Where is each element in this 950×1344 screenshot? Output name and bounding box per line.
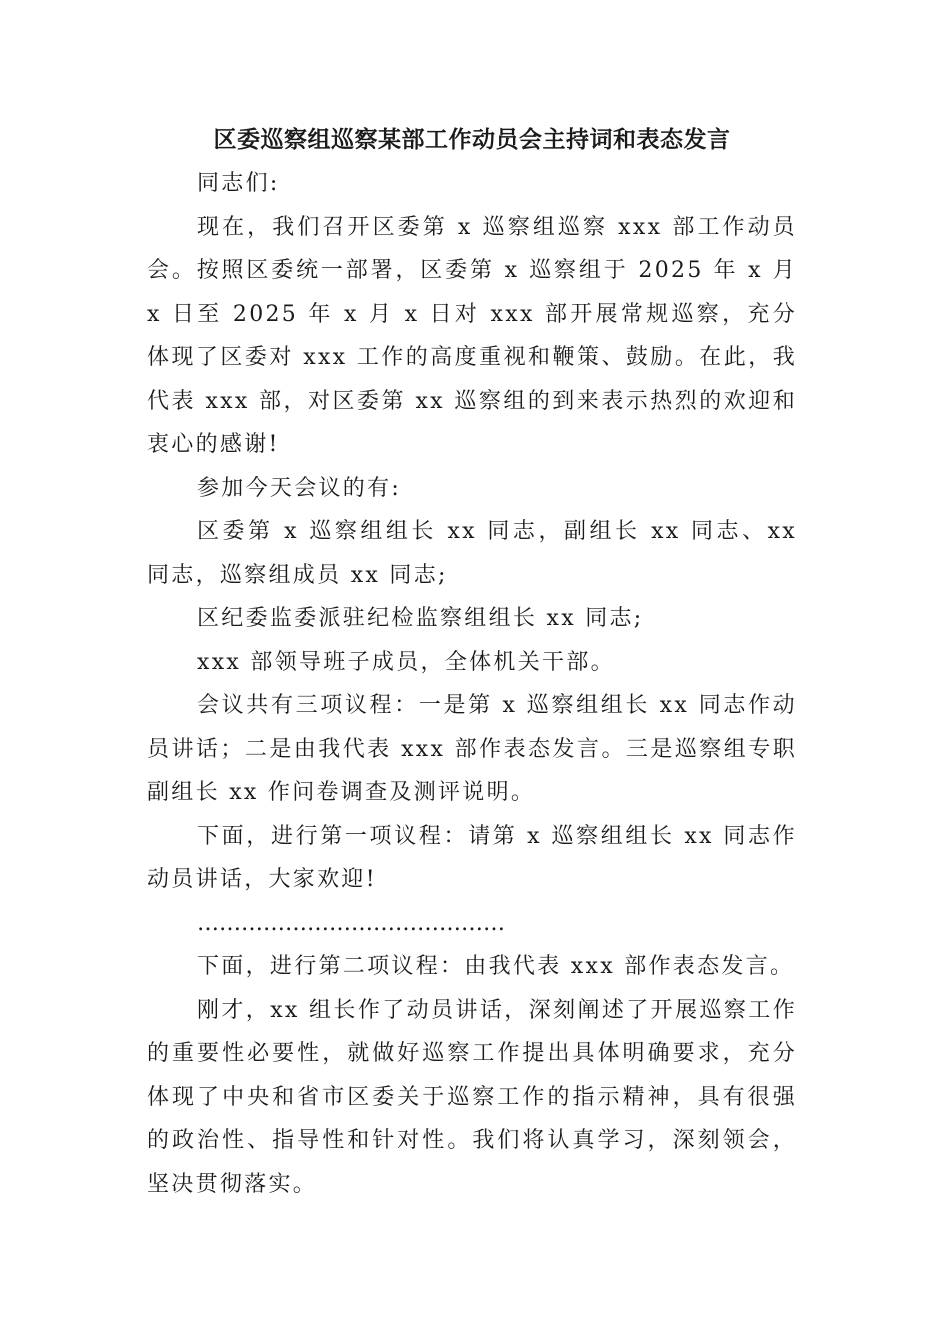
document-title: 区委巡察组巡察某部工作动员会主持词和表态发言 xyxy=(213,127,731,153)
paragraph-attendees-inspection-group: 区委第 x 巡察组组长 xx 同志，副组长 xx 同志、xx 同志，巡察组成员 xx 同志; xyxy=(147,519,797,588)
paragraph-attendees-intro: 参加今天会议的有: xyxy=(197,475,402,501)
paragraph-attendees-discipline-group: 区纪委监委派驻纪检监察组组长 xx 同志; xyxy=(197,606,644,631)
paragraph-opening: 现在，我们召开区委第 x 巡察组巡察 xxx 部工作动员会。按照区委统一部署，区委第 x 巡察组于 2025 年 x 月 x 日至 2025 年 x 月 x 日对 xxx 部开展常规巡察，充分体现了区委对 xxx 工作的高度重视和鞭策、鼓励。在此，我代表 xxx 部，对区委第 xx 巡察组的到来表示热烈的欢迎和衷心的感谢! xyxy=(147,214,797,457)
paragraph-agenda: 会议共有三项议程：一是第 x 巡察组组长 xx 同志作动员讲话；二是由我代表 xxx 部作表态发言。三是巡察组专职副组长 xx 作问卷调查及测评说明。 xyxy=(147,693,797,805)
paragraph-attendees-department: xxx 部领导班子成员，全体机关干部。 xyxy=(197,649,615,675)
ellipsis-separator: …………………………………… xyxy=(197,910,505,936)
paragraph-greeting: 同志们: xyxy=(197,171,280,196)
paragraph-agenda-item-one: 下面，进行第一项议程：请第 x 巡察组组长 xx 同志作动员讲话，大家欢迎! xyxy=(147,823,797,892)
paragraph-statement: 刚才，xx 组长作了动员讲话，深刻阐述了开展巡察工作的重要性必要性，就做好巡察工作提出具体明确要求，充分体现了中央和省市区委关于巡察工作的指示精神，具有很强的政治性、指导性和针对性。我们将认真学习，深刻领会，坚决贯彻落实。 xyxy=(147,997,797,1197)
paragraph-agenda-item-two: 下面，进行第二项议程：由我代表 xxx 部作表态发言。 xyxy=(197,954,795,979)
document-page xyxy=(147,118,797,1206)
